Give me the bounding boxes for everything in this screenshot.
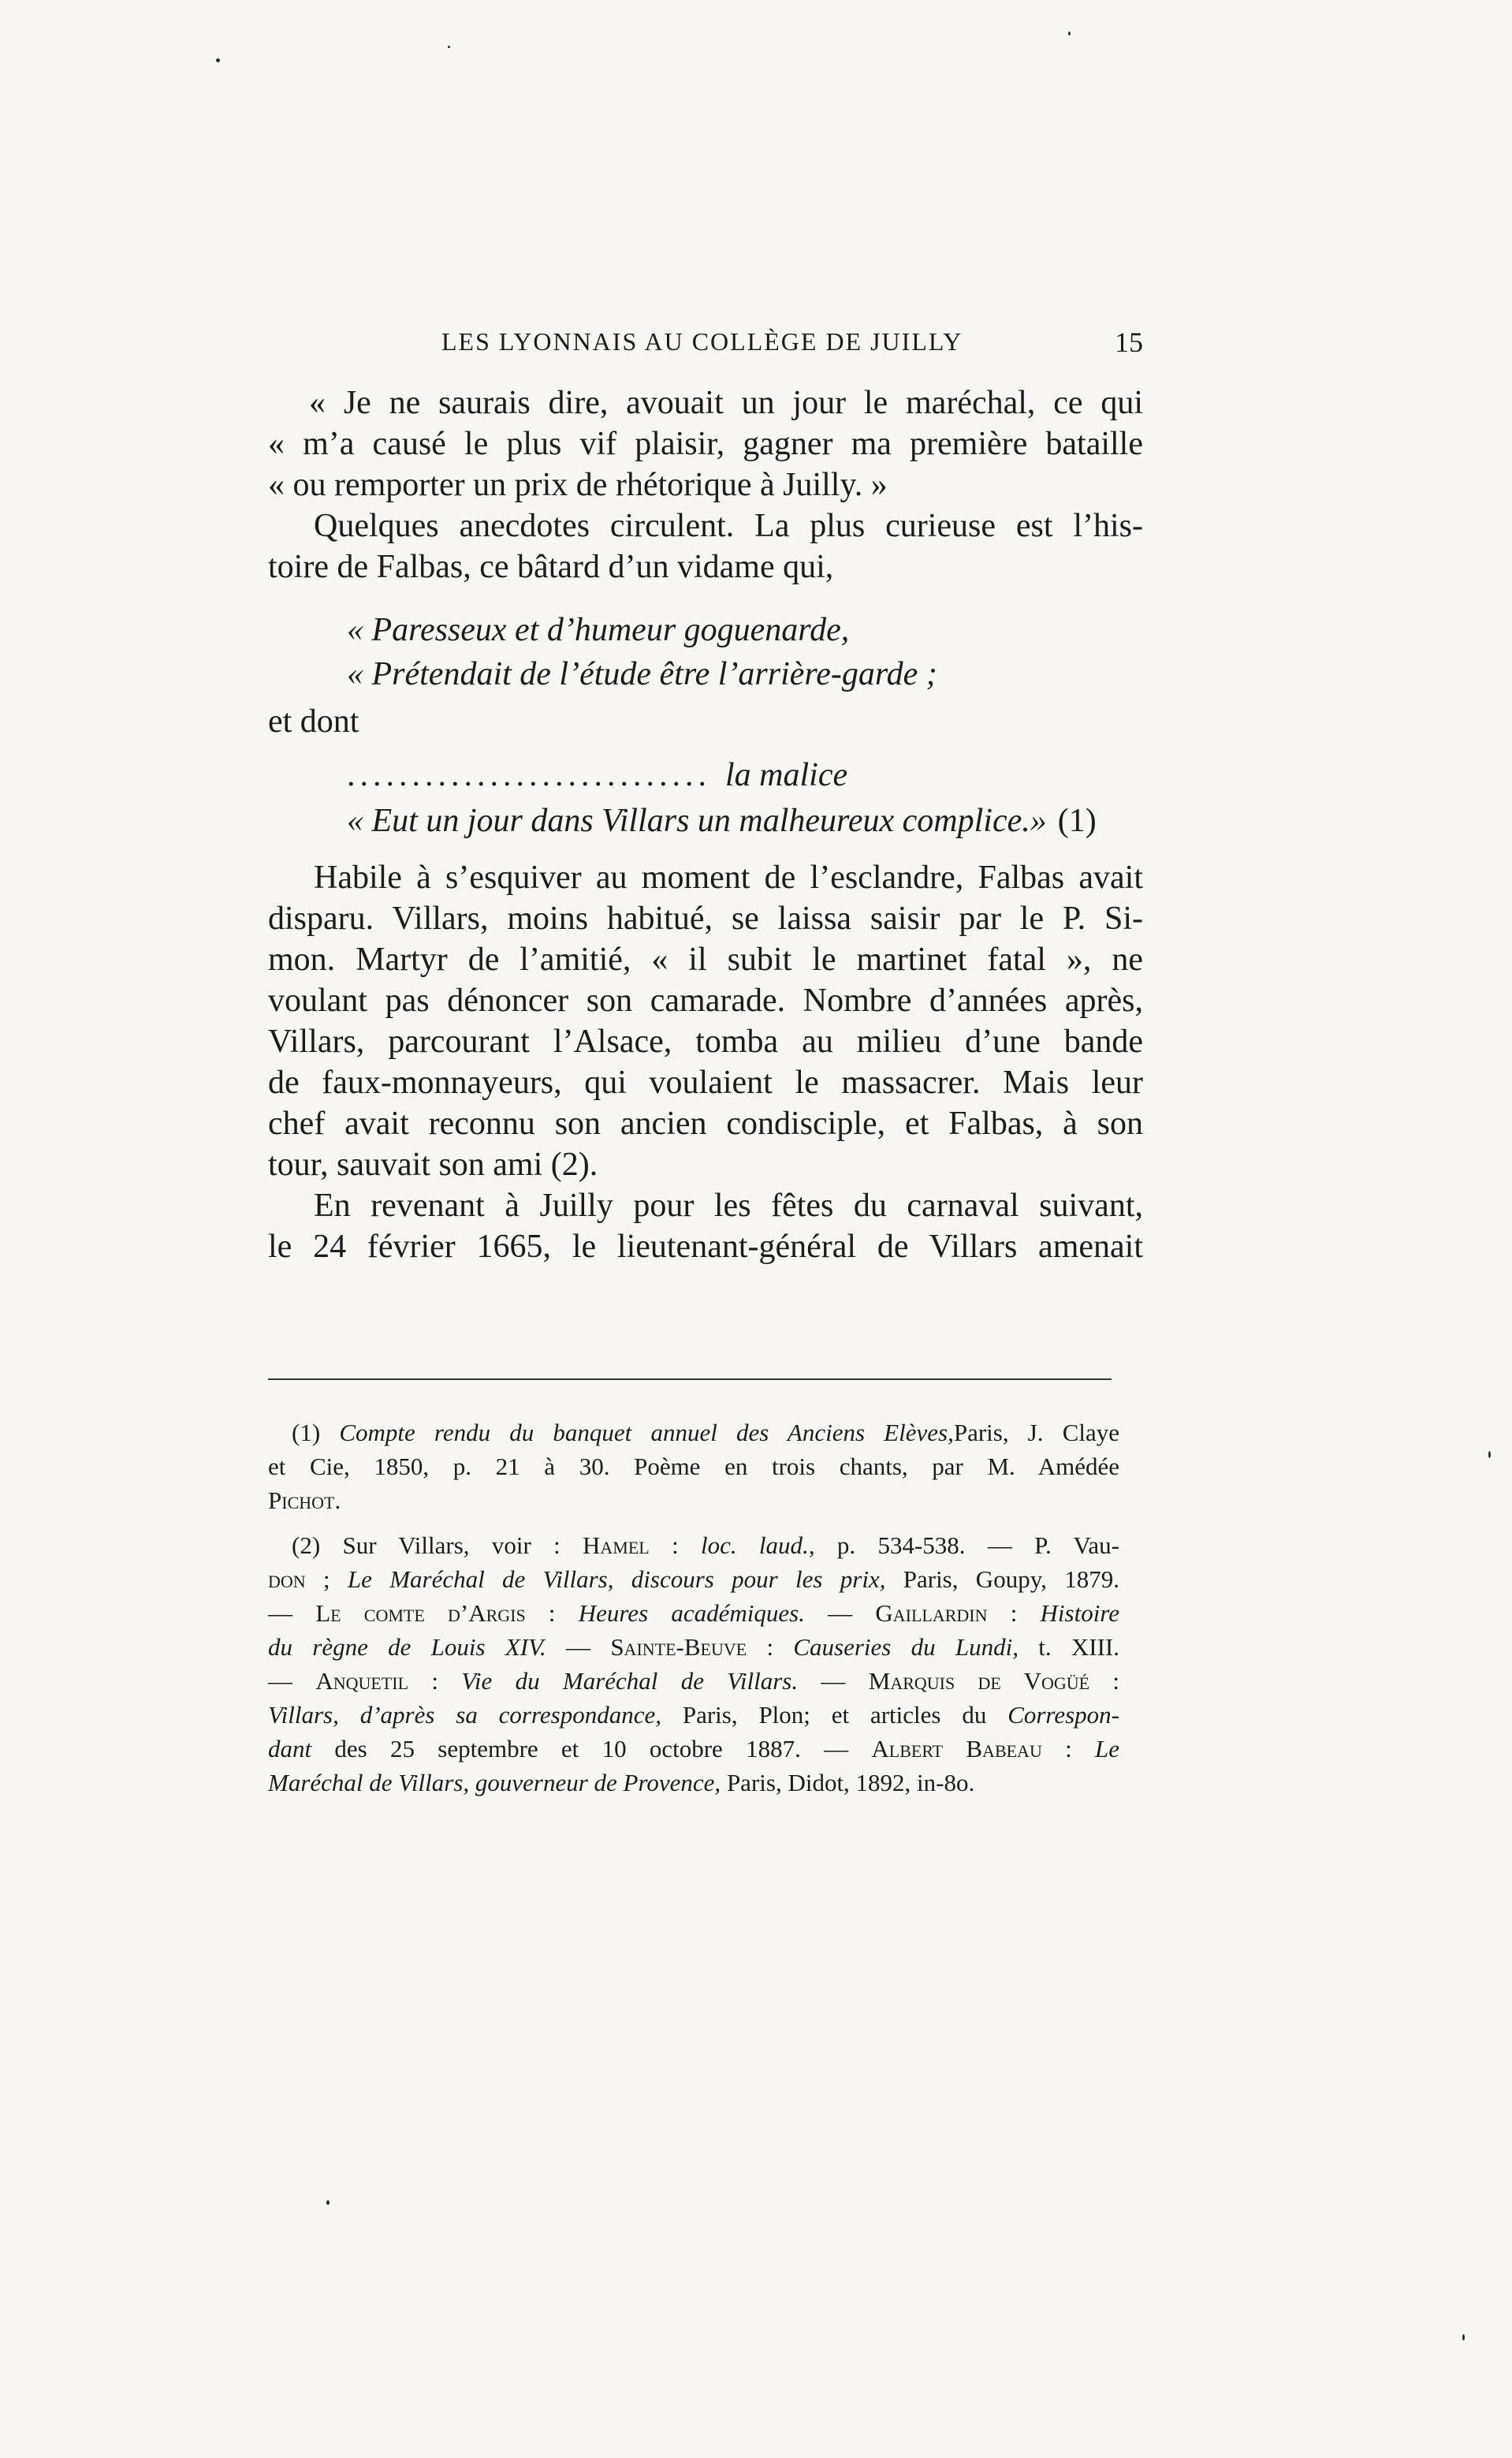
scan-speck [1488,1451,1491,1458]
paragraph-2-line-2: disparu. Villars, moins habitué, se laissa saisir par le P. Si- [268,901,1143,937]
scan-speck [448,46,450,48]
footnote-2-line-8 [268,1766,1119,1800]
scan-speck [1068,32,1071,35]
fn2-l1-a: (2) Sur Villars, voir : [292,1531,583,1559]
fn2-l3-c: — [804,1599,876,1627]
fn2-vie: Vie du Maréchal de Villars. [461,1667,799,1695]
la-malice-text: la malice [725,757,848,793]
fn2-l3-a: — [268,1599,316,1627]
footnotes [268,1415,1119,1800]
footnote-1-line-2: et Cie, 1850, p. 21 à 30. Poème en trois chants, par M. Amédée [268,1453,1119,1480]
fn2-l4-a: — [546,1633,611,1661]
page-header [268,319,1151,367]
fn2-l4-c: t. XIII. [1018,1633,1119,1661]
fn2-heures: Heures académiques. [578,1599,805,1627]
footnote-2-line-7 [268,1732,1119,1766]
fn2-l7-a: des 25 septembre et 10 octobre 1887. — [311,1735,872,1762]
paragraph-2-line-7: chef avait reconnu son ancien condisciple, et Falbas, à son [268,1106,1143,1142]
fn2-vaudon-title: Le Maréchal de Villars, discours pour les prix, [347,1565,886,1593]
verse-line-1 [268,608,1143,652]
paragraph-2-line-3: mon. Martyr de l’amitié, « il subit le martinet fatal », ne [268,942,1143,978]
paragraph-1-line-1: Quelques anecdotes circulent. La plus curieuse est l’his- [314,508,1143,544]
fn2-causeries: Causeries du Lundi, [793,1633,1019,1661]
fn2-anquetil: Anquetil [315,1667,409,1695]
footnote-separator-rule [268,1378,1112,1380]
fn2-l5-d: : [1089,1667,1120,1695]
fn2-correspondant-a: Correspon- [1007,1701,1119,1729]
fn2-l3-b: : [525,1599,579,1627]
fn2-villars-corr: Villars, d’après sa correspondance, [268,1701,661,1729]
fn2-marechal-provence: Maréchal de Villars, gouverneur de Provence, [268,1769,721,1796]
scan-speck [326,2200,330,2205]
paragraph-1-line-2: toire de Falbas, ce bâtard d’un vidame qui, [268,549,834,585]
footnote-1-marker: (1) [292,1419,321,1446]
fn2-l1-b: : [649,1531,701,1559]
footnote-1-line-1 [268,1415,1119,1449]
fn2-don: don [268,1565,306,1593]
fn2-argis: Le comte d’Argis [315,1599,526,1627]
fn2-gaillardin: Gaillardin [875,1599,988,1627]
fn2-regne: du règne de Louis XIV. [268,1633,546,1661]
fn2-babeau: Albert Babeau [871,1735,1042,1762]
fn2-l5-b: : [408,1667,462,1695]
footnote-1-publisher: Paris, J. Claye [953,1419,1120,1446]
verse-line-2 [268,652,1143,696]
fn2-l8-a: Paris, Didot, 1892, in-8o. [721,1769,975,1796]
verse-ellipsis-line [268,752,1143,799]
paragraph-2-line-6: de faux-monnayeurs, qui voulaient le massacrer. Mais leur [268,1065,1143,1101]
fn2-histoire: Histoire [1040,1599,1119,1627]
fn2-l2-c: Paris, Goupy, 1879. [885,1565,1119,1593]
footnote-2-line-2 [268,1562,1119,1596]
footnote-ref-1: (1) [1057,803,1097,839]
verse-line-3-text: « Eut un jour dans Villars un malheureux complice.» [347,803,1047,839]
verse-line-1-text: « Paresseux et d’humeur goguenarde, [347,612,850,648]
quote-line-1: « Je ne saurais dire, avouait un jour le maréchal, ce qui [309,385,1143,421]
verse-line-2-text: « Prétendait de l’étude être l’arrière-garde ; [347,656,937,692]
fn2-l1-c: , p. 534-538. — P. Vau- [808,1531,1119,1559]
fn2-correspondant-b: dant [268,1735,312,1762]
paragraph-2-line-5: Villars, parcourant l’Alsace, tomba au milieu d’une bande [268,1024,1143,1060]
fn2-l3-d: : [987,1599,1041,1627]
fn2-le: Le [1095,1735,1120,1762]
footnote-2-line-6 [268,1698,1119,1732]
fn2-sainte-beuve: Sainte-Beuve [610,1633,747,1661]
fn2-l2-b: ; [305,1565,348,1593]
fn2-loc-laud: loc. laud. [701,1531,809,1559]
verse-quotation [268,608,1143,843]
verse-line-3 [268,799,1143,843]
scan-speck [1462,2334,1465,2341]
quote-line-3: « ou remporter un prix de rhétorique à Juilly. » [268,467,888,503]
fn2-l6-a: Paris, Plon; et articles du [661,1701,1008,1729]
fn2-vogue: Marquis de Vogüé [868,1667,1090,1695]
scan-speck [216,58,220,62]
fn2-hamel: Hamel [583,1531,650,1559]
fn2-l7-b: : [1041,1735,1096,1762]
ellipsis-dots: ............................ [347,757,711,793]
footnote-1-author: Pichot. [268,1486,341,1514]
paragraph-3-line-1: En revenant à Juilly pour les fêtes du carnaval suivant, [314,1188,1143,1224]
fn2-l5-a: — [268,1667,316,1695]
main-text [268,382,1143,1267]
paragraph-3-line-2: le 24 février 1665, le lieutenant-général de Villars amenait [268,1229,1143,1265]
et-dont-text: et dont [268,703,359,740]
paragraph-2-line-4: voulant pas dénoncer son camarade. Nombre d’années après, [268,983,1143,1019]
running-title: LES LYONNAIS AU COLLÈGE DE JUILLY [441,327,963,356]
footnote-1-title: Compte rendu du banquet annuel des Anciens Elèves, [339,1419,954,1446]
fn2-l4-b: : [747,1633,794,1661]
fn2-l5-c: — [798,1667,869,1695]
footnote-1-line-3 [268,1483,1119,1517]
footnote-2-line-5 [268,1664,1119,1698]
page-number: 15 [1115,326,1143,358]
paragraph-2-line-1: Habile à s’esquiver au moment de l’esclandre, Falbas avait [314,860,1143,896]
footnote-2-line-4 [268,1630,1119,1664]
quote-line-2: « m’a causé le plus vif plaisir, gagner ma première bataille [268,426,1143,462]
footnote-2-line-1 [268,1528,1119,1562]
paragraph-2-line-8: tour, sauvait son ami (2). [268,1147,598,1183]
footnote-2-line-3 [268,1596,1119,1630]
